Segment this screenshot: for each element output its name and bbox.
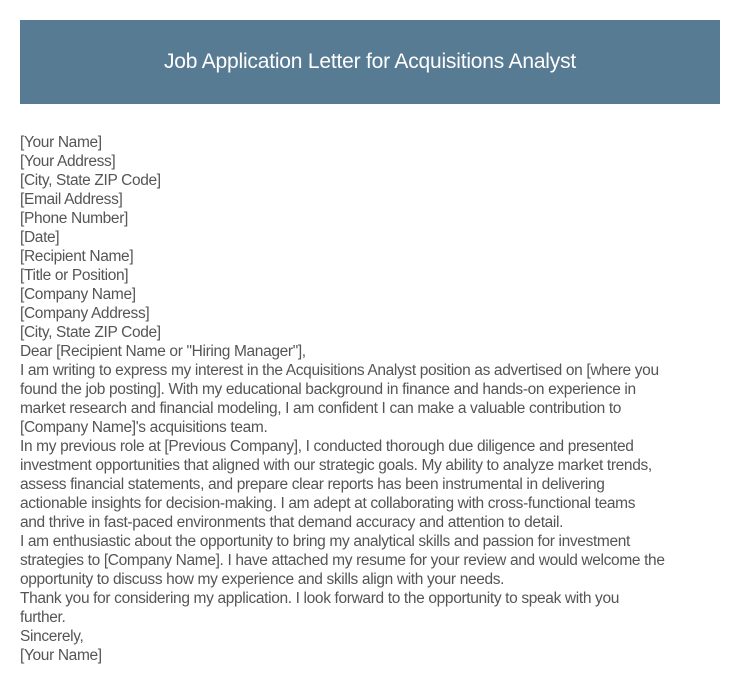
paragraph-3-line: strategies to [Company Name]. I have attached my resume for your review and would welcome the [20, 552, 665, 569]
paragraph-1-line: [Company Name]'s acquisitions team. [20, 419, 268, 436]
sender-phone: [Phone Number] [20, 210, 128, 227]
recipient-city: [City, State ZIP Code] [20, 324, 161, 341]
salutation: Dear [Recipient Name or "Hiring Manager"], [20, 343, 306, 360]
recipient-title: [Title or Position] [20, 267, 129, 284]
paragraph-3-line: opportunity to discuss how my experience and skills align with your needs. [20, 571, 505, 588]
paragraph-2-line: assess financial statements, and prepare clear reports has been instrumental in delivering [20, 476, 605, 493]
paragraph-2-line: actionable insights for decision-making. I am adept at collaborating with cross-functional teams [20, 495, 636, 512]
letter-body [20, 133, 730, 665]
paragraph-2-line: and thrive in fast-paced environments that demand accuracy and attention to detail. [20, 514, 564, 531]
paragraph-1-line: I am writing to express my interest in the Acquisitions Analyst position as advertised on [where you [20, 362, 659, 379]
paragraph-2-line: investment opportunities that aligned with our strategic goals. My ability to analyze market trends, [20, 457, 652, 474]
paragraph-2-line: In my previous role at [Previous Company], I conducted thorough due diligence and presented [20, 438, 634, 455]
recipient-company-address: [Company Address] [20, 305, 150, 322]
recipient-company: [Company Name] [20, 286, 136, 303]
paragraph-4-line: further. [20, 609, 66, 626]
closing: Sincerely, [20, 628, 84, 645]
sender-name: [Your Name] [20, 134, 102, 151]
page-title: Job Application Letter for Acquisitions Analyst [163, 50, 576, 73]
page-title-banner [20, 20, 720, 104]
paragraph-4-line: Thank you for considering my application. I look forward to the opportunity to speak with you [20, 590, 619, 607]
paragraph-1-line: market research and financial modeling, I am confident I can make a valuable contribution to [20, 400, 622, 417]
sender-city: [City, State ZIP Code] [20, 172, 161, 189]
letter-date: [Date] [20, 229, 60, 246]
sender-address: [Your Address] [20, 153, 116, 170]
paragraph-3-line: I am enthusiastic about the opportunity to bring my analytical skills and passion for investment [20, 533, 630, 550]
signature-name: [Your Name] [20, 647, 102, 664]
recipient-name: [Recipient Name] [20, 248, 134, 265]
sender-email: [Email Address] [20, 191, 123, 208]
paragraph-1-line: found the job posting]. With my educational background in finance and hands-on experience in [20, 381, 636, 398]
